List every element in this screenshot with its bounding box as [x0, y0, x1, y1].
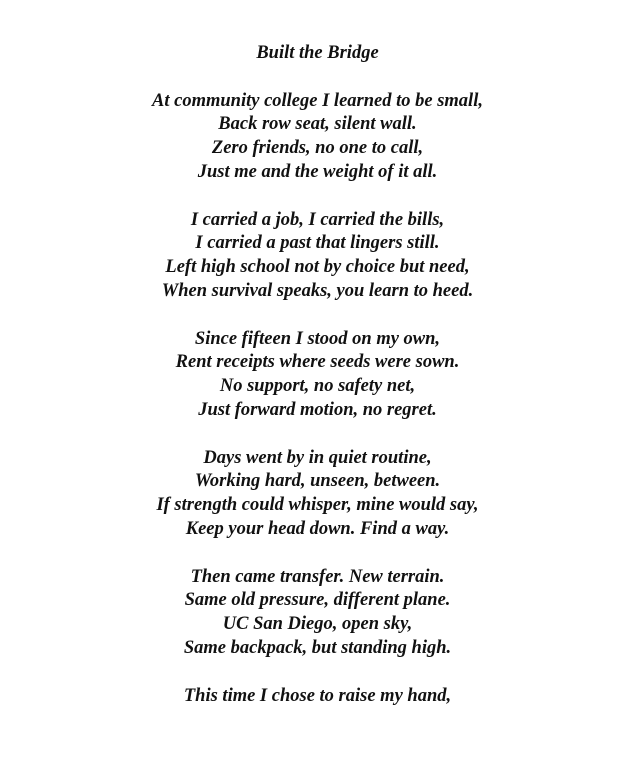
poem-line: Just me and the weight of it all.: [197, 161, 438, 182]
poem-title: Built the Bridge: [256, 43, 379, 63]
poem-line: Working hard, unseen, between.: [194, 471, 441, 492]
poem-line: No support, no safety net,: [219, 376, 416, 397]
poem-line: Same backpack, but standing high.: [183, 637, 452, 658]
poem-line: Then came transfer. New terrain.: [190, 566, 445, 587]
poem-line: Days went by in quiet routine,: [203, 447, 432, 468]
poem-line: Zero friends, no one to call,: [211, 138, 424, 159]
poem: [0, 42, 635, 732]
stanza-4: [0, 447, 635, 542]
poem-line: At community college I learned to be small,: [152, 90, 483, 111]
stanza-6: [0, 685, 635, 709]
poem-line: Keep your head down. Find a way.: [185, 518, 450, 539]
stanza-5: [0, 566, 635, 661]
stanza-1: [0, 90, 635, 185]
poem-line: I carried a past that lingers still.: [195, 233, 440, 254]
poem-line: When survival speaks, you learn to heed.: [161, 280, 474, 301]
poem-line: Since fifteen I stood on my own,: [194, 328, 441, 349]
poem-line: I carried a job, I carried the bills,: [190, 209, 445, 230]
poem-line: Rent receipts where seeds were sown.: [175, 352, 460, 373]
poem-line: If strength could whisper, mine would say,: [156, 495, 479, 516]
poem-line: Same old pressure, different plane.: [184, 590, 451, 611]
stanza-2: [0, 209, 635, 304]
poem-line: Just forward motion, no regret.: [198, 399, 437, 420]
stanza-3: [0, 328, 635, 423]
poem-line: Back row seat, silent wall.: [218, 114, 417, 135]
poem-line: This time I chose to raise my hand,: [183, 685, 452, 706]
poem-line: UC San Diego, open sky,: [222, 614, 413, 635]
poem-line: Left high school not by choice but need,: [165, 257, 470, 278]
